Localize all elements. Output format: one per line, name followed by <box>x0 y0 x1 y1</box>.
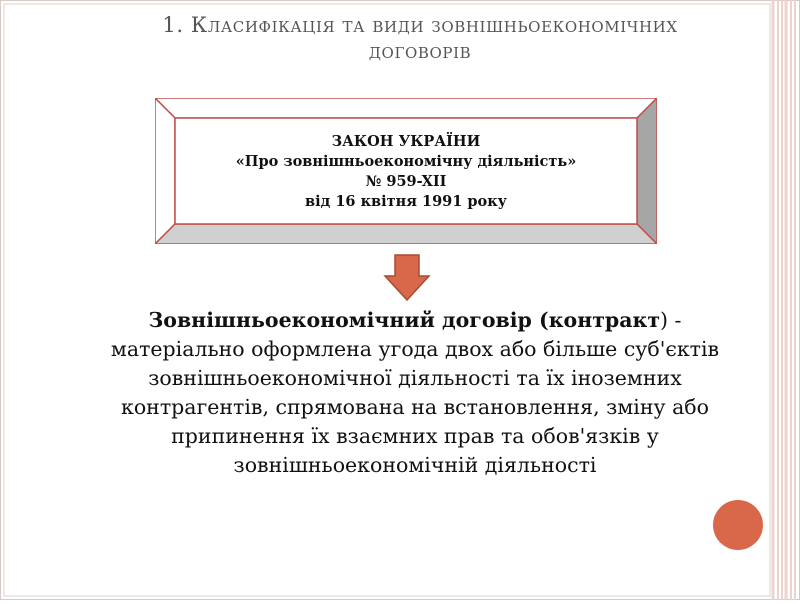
slide-title-line-1: 1. Класифікація та види зовнішньоекономічних <box>162 13 678 37</box>
definition-text <box>85 306 745 480</box>
slide-title-line-2: договорів <box>368 39 472 63</box>
arrow-down-icon <box>383 254 431 302</box>
definition-body: ) - матеріально оформлена угода двох або більше суб'єктів зовнішньоекономічної діяльності та їх іноземних контрагентів, спрямована на встановлення, зміну або припинення їх взаємних прав та обов'язків у зовнішньоекономічній діяльності <box>110 308 720 477</box>
law-box-text <box>175 120 637 224</box>
law-name: «Про зовнішньоекономічну діяльність» <box>235 153 577 170</box>
slide-title <box>120 12 720 64</box>
law-title: ЗАКОН УКРАЇНИ <box>331 133 481 150</box>
definition-term: Зовнішньоекономічний договір (контракт <box>148 308 661 332</box>
law-date: від 16 квітня 1991 року <box>305 193 507 210</box>
circle-decoration <box>713 500 763 550</box>
law-number: № 959-XII <box>365 173 447 190</box>
